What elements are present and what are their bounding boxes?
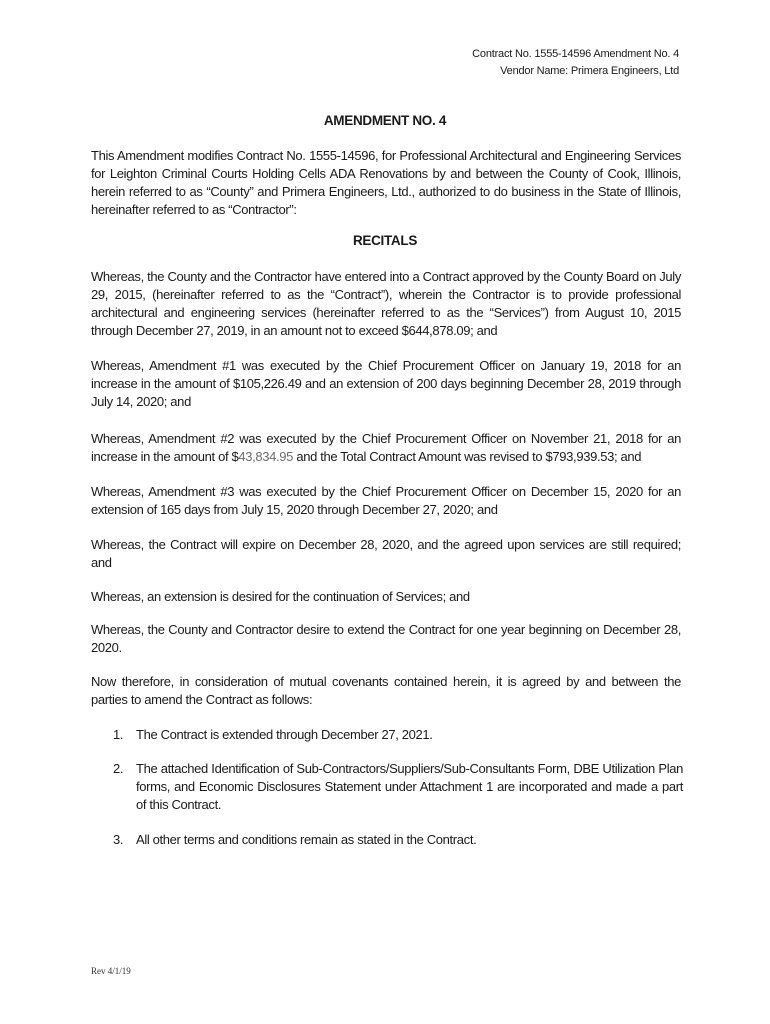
list-item (113, 726, 683, 744)
list-item-number: 1. (113, 727, 124, 742)
list-item-text: All other terms and conditions remain as stated in the Contract. (136, 832, 477, 847)
recital-paragraph-1: Whereas, the County and the Contractor have entered into a Contract approved by the County Board on July 29, 2015, (hereinafter referred to as the “Contract”), wherein the Contractor is to provide professional architectural and engineering services (hereinafter referred to as the “Services”) from August 10, 2015 through December 27, 2019, in an amount not to exceed $644,878.09; and (91, 269, 681, 338)
recital-3-text-end: and the Total Contract Amount was revised to $793,939.53; and (293, 449, 642, 464)
recital-3-amount: 43,834.95 (238, 449, 294, 464)
recital-paragraph-7: Whereas, the County and Contractor desire to extend the Contract for one year beginning on December 28, 2020. (91, 622, 681, 655)
document-title: AMENDMENT NO. 4 (323, 113, 447, 128)
recital-paragraph-5: Whereas, the Contract will expire on December 28, 2020, and the agreed upon services are still required; and (91, 537, 681, 570)
intro-paragraph: This Amendment modifies Contract No. 1555-14596, for Professional Architectural and Engineering Services for Leighton Criminal Courts Holding Cells ADA Renovations by and between the County of Cook, Illinois, herein referred to as “County” and Primera Engineers, Ltd., authorized to do business in the State of Illinois, hereinafter referred to as “Contractor”: (91, 148, 681, 217)
list-item-number: 3. (113, 832, 124, 847)
now-therefore-paragraph: Now therefore, in consideration of mutual covenants contained herein, it is agreed by and between the parties to amend the Contract as follows: (91, 674, 681, 707)
list-item (113, 831, 683, 849)
list-item-text: The Contract is extended through December 27, 2021. (136, 727, 433, 742)
list-item (113, 760, 683, 814)
revision-footer: Rev 4/1/19 (91, 966, 131, 976)
document-header (472, 46, 679, 80)
vendor-name-line: Vendor Name: Primera Engineers, Ltd (500, 65, 679, 77)
recital-3-text-start: Whereas, Amendment #2 was executed by the Chief Procurement Officer on November 21, 2018 for an increase in the amount of $ (91, 431, 681, 464)
recital-paragraph-4: Whereas, Amendment #3 was executed by the Chief Procurement Officer on December 15, 2020 for an extension of 165 days from July 15, 2020 through December 27, 2020; and (91, 484, 681, 517)
recitals-heading: RECITALS (352, 233, 418, 248)
list-item-text: The attached Identification of Sub-Contractors/Suppliers/Sub-Consultants Form, DBE Utilization Plan forms, and Economic Disclosures Statement under Attachment 1 are incorporated and made a part of this Contract. (136, 761, 683, 812)
recital-paragraph-6: Whereas, an extension is desired for the continuation of Services; and (91, 589, 470, 604)
recital-paragraph-2: Whereas, Amendment #1 was executed by the Chief Procurement Officer on January 19, 2018 for an increase in the amount of $105,226.49 and an extension of 200 days beginning December 28, 2019 through July 14, 2020; and (91, 358, 681, 409)
recital-paragraph-3 (91, 430, 681, 466)
list-item-number: 2. (113, 761, 124, 776)
contract-number-line: Contract No. 1555-14596 Amendment No. 4 (472, 48, 679, 60)
